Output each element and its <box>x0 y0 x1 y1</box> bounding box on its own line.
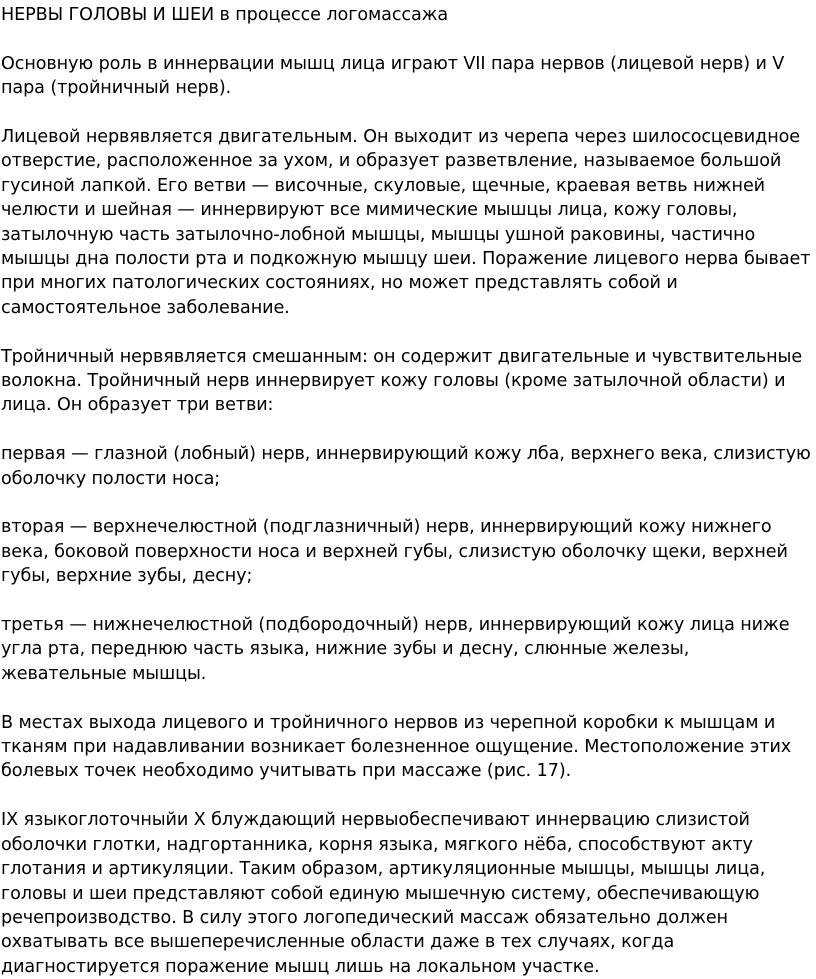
document-title: НЕРВЫ ГОЛОВЫ И ШЕИ в процессе логомассажа <box>1 5 449 25</box>
paragraph-branch-third: третья — нижнечелюстной (подбородочный) нерв, иннервирующий кожу лица ниже угла рта, переднюю часть языка, нижние зубы и десну, слюнные железы, жевательные мышцы. <box>1 615 790 684</box>
paragraph-branch-second: вторая — верхнечелюстной (подглазничный) нерв, иннервирующий кожу нижнего века, боковой поверхности носа и верхней губы, слизистую оболочку щеки, верхней губы, верхние зубы, десну; <box>1 517 788 587</box>
paragraph-conclusion: IX языкоглоточныйи X блуждающий нервыобеспечивают иннервацию слизистой оболочки глотки, надгортанника, корня языка, мягкого нёба, способствуют акту глотания и артикуляции. Таким образом, артикуляционные мышцы, мышцы лица, головы и шеи представляют собой единую мышечную систему, обеспечивающую речепроизводство. В силу этого логопедический массаж обязательно должен охватывать все вышеперечисленные области даже в тех случаях, когда диагностируется поражение мышц лишь на локальном участке. <box>1 810 766 977</box>
paragraph-facial-nerve: Лицевой нервявляется двигательным. Он выходит из черепа через шилососцевидное отверстие, расположенное за ухом, и образует разветвление, называемое большой гусиной лапкой. Его ветви — височные, скуловые, щечные, краевая ветвь нижней челюсти и шейная — иннервируют все мимические мышцы лица, кожу головы, затылочную часть затылочно-лобной мышцы, мышцы ушной раковины, частично мышцы дна полости рта и подкожную мышцу шеи. Поражение лицевого нерва бывает при многих патологических состояниях, но может представлять собой и самостоятельное заболевание. <box>1 127 811 318</box>
paragraph-branch-first: первая — глазной (лобный) нерв, иннервирующий кожу лба, верхнего века, слизистую оболочку полости носа; <box>1 444 811 489</box>
paragraph-intro: Основную роль в иннервации мышц лица играют VII пара нервов (лицевой нерв) и V пара (тройничный нерв). <box>1 53 785 99</box>
paragraph-pain-points: В местах выхода лицевого и тройничного нервов из черепной коробки к мышцам и тканям при надавливании возникает болезненное ощущение. Местоположение этих болевых точек необходимо учитывать при массаже (рис. 17). <box>1 712 792 782</box>
paragraph-trigeminal-nerve: Тройничный нервявляется смешанным: он содержит двигательные и чувствительные волокна. Тройничный нерв иннервирует кожу головы (кроме затылочной области) и лица. Он образует три ветви: <box>1 346 803 416</box>
